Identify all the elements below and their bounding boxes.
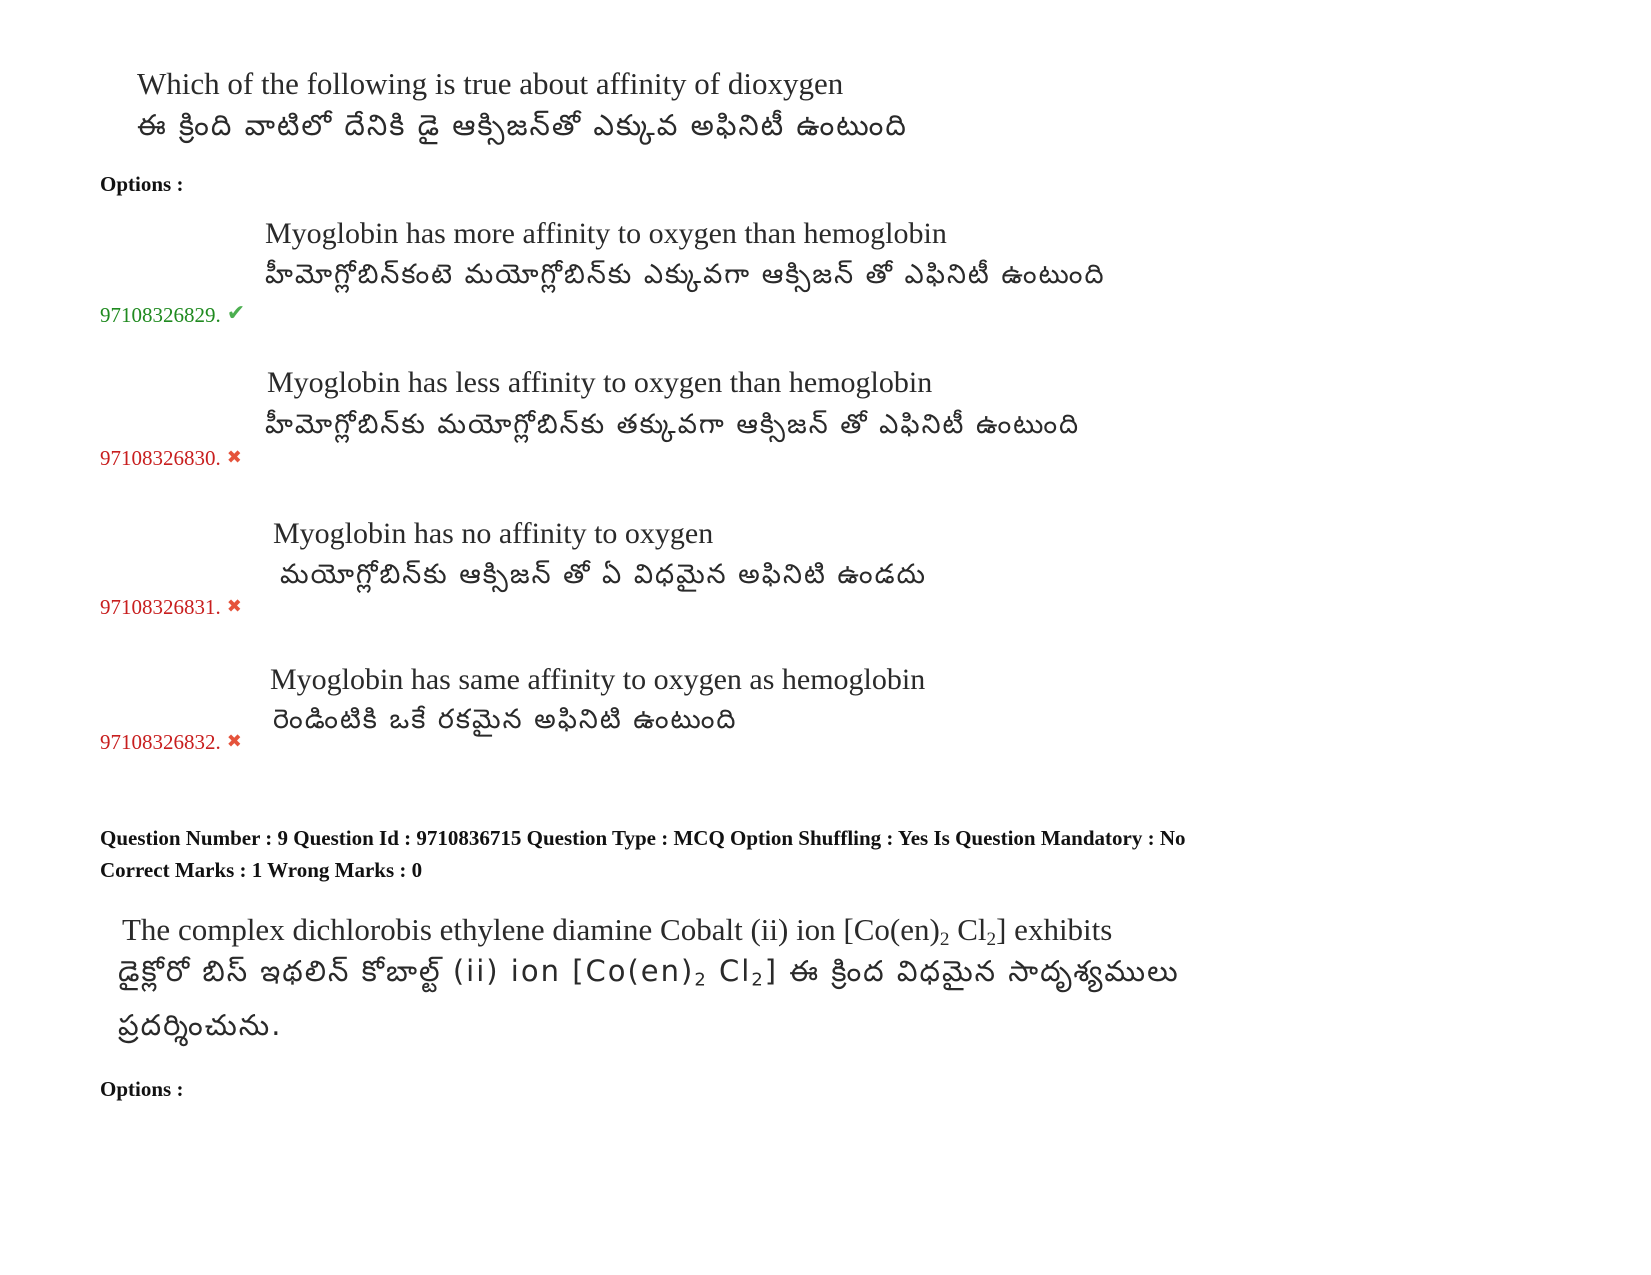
q9-en-sub2: 2 xyxy=(986,928,997,950)
option-id-text: 97108326831. xyxy=(100,595,221,619)
cross-icon: ✖ xyxy=(226,731,242,751)
q9-en-sub1: 2 xyxy=(939,928,950,950)
q9-te-sub1: 2 xyxy=(694,969,708,991)
question-meta: Question Number : 9 Question Id : 9710836715 Question Type : MCQ Option Shuffling : Yes Is Question Mandatory : No xyxy=(100,826,1186,850)
option-id xyxy=(100,300,245,328)
options-label: Options : xyxy=(100,1077,184,1101)
option-id xyxy=(100,446,242,471)
option-id xyxy=(100,595,242,620)
options-label: Options : xyxy=(100,172,184,196)
option-id-text: 97108326830. xyxy=(100,446,221,470)
question-text-te: ఈ క్రింది వాటిలో దేనికి డై ఆక్సిజన్‌తో ఎక్కువ అఫినిటీ ఉంటుంది xyxy=(137,108,908,142)
q9-en-after: ] exhibits xyxy=(996,912,1113,947)
option-id xyxy=(100,730,242,755)
option-text-en: Myoglobin has same affinity to oxygen as hemoglobin xyxy=(270,663,926,696)
q9-en-before: The complex dichlorobis ethylene diamine Cobalt (ii) ion [Co(en) xyxy=(122,912,940,947)
option-text-en: Myoglobin has less affinity to oxygen than hemoglobin xyxy=(267,366,933,399)
option-text-en: Myoglobin has more affinity to oxygen than hemoglobin xyxy=(265,217,947,250)
option-text-te: మయోగ్లోబిన్‌కు ఆక్సిజన్ తో ఏ విధమైన అఫినిటి ఉండదు xyxy=(280,559,927,590)
option-id-text: 97108326829. xyxy=(100,303,221,327)
cross-icon: ✖ xyxy=(226,596,242,616)
q9-en-mid: Cl xyxy=(949,912,987,947)
option-text-en: Myoglobin has no affinity to oxygen xyxy=(273,517,714,550)
option-text-te: హీమోగ్లోబిన్‌కు మయోగ్లోబిన్‌కు తక్కువగా ఆక్సిజన్ తో ఎఫినిటీ ఉంటుంది xyxy=(265,409,1081,440)
cross-icon: ✖ xyxy=(226,447,242,467)
option-id-text: 97108326832. xyxy=(100,730,221,754)
question-text-te-line2: ప్రదర్శించును. xyxy=(118,1008,283,1042)
option-text-te: హీమోగ్లోబిన్‌కంటె మయోగ్లోబిన్‌కు ఎక్కువగా ఆక్సిజన్ తో ఎఫినిటీ ఉంటుంది xyxy=(265,259,1106,290)
option-text-te: రెండింటికి ఒకే రకమైన అఫినిటి ఉంటుంది xyxy=(273,704,738,735)
q9-te-sub2: 2 xyxy=(751,969,765,991)
q9-te-mid: Cl xyxy=(707,954,752,988)
q9-te-before: డైక్లోరో బిస్ ఇథలిన్ కోబాల్ట్ (ii) ion [Co(en) xyxy=(118,954,695,988)
question-text-te xyxy=(118,954,1180,996)
q9-te-after: ] ఈ క్రింద విధమైన సాదృశ్యములు xyxy=(764,954,1180,988)
question-text-en xyxy=(122,912,1112,951)
check-icon: ✔ xyxy=(226,300,246,325)
question-text-en: Which of the following is true about affinity of dioxygen xyxy=(137,66,844,101)
marks-meta: Correct Marks : 1 Wrong Marks : 0 xyxy=(100,858,423,882)
